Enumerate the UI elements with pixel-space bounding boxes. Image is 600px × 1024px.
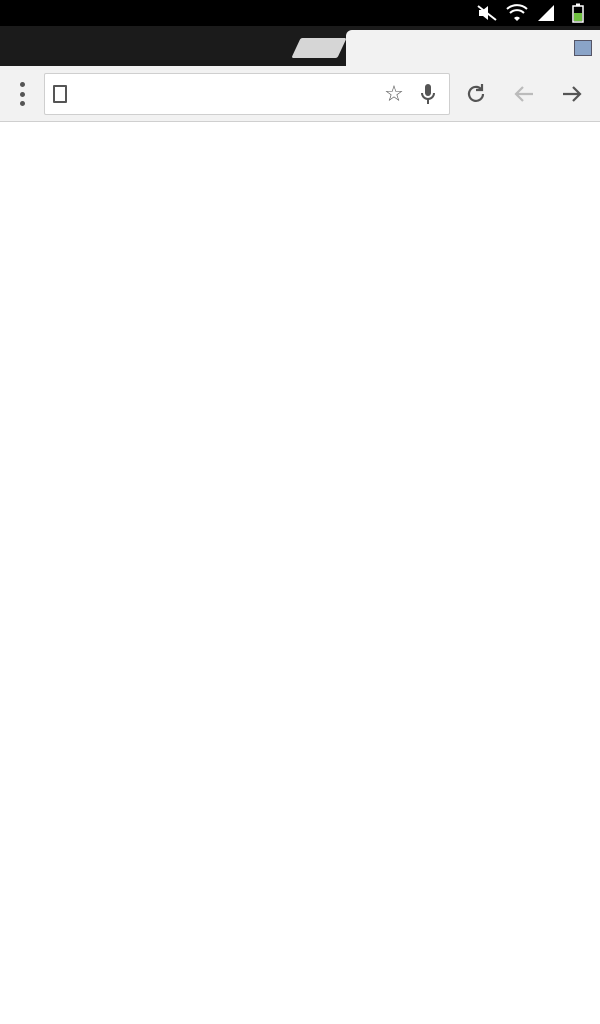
forward-arrow-icon[interactable] (556, 78, 588, 110)
new-tab-button[interactable] (291, 38, 346, 58)
mute-icon (476, 3, 498, 23)
page-icon (53, 85, 67, 103)
reload-icon[interactable] (460, 78, 492, 110)
bookmark-star-icon[interactable]: ☆ (384, 81, 404, 107)
status-bar (0, 0, 600, 26)
wifi-icon (506, 3, 528, 23)
toolbar (0, 66, 600, 122)
tab-quiz[interactable] (346, 30, 600, 66)
menu-icon[interactable] (14, 82, 30, 106)
back-arrow-icon[interactable] (508, 78, 540, 110)
address-bar[interactable] (44, 73, 450, 115)
favicon-icon (574, 40, 592, 56)
page-content (0, 122, 600, 1024)
signal-icon (536, 3, 556, 23)
battery-icon (572, 3, 584, 23)
microphone-icon[interactable] (415, 81, 441, 107)
tabs-bar (0, 26, 600, 66)
